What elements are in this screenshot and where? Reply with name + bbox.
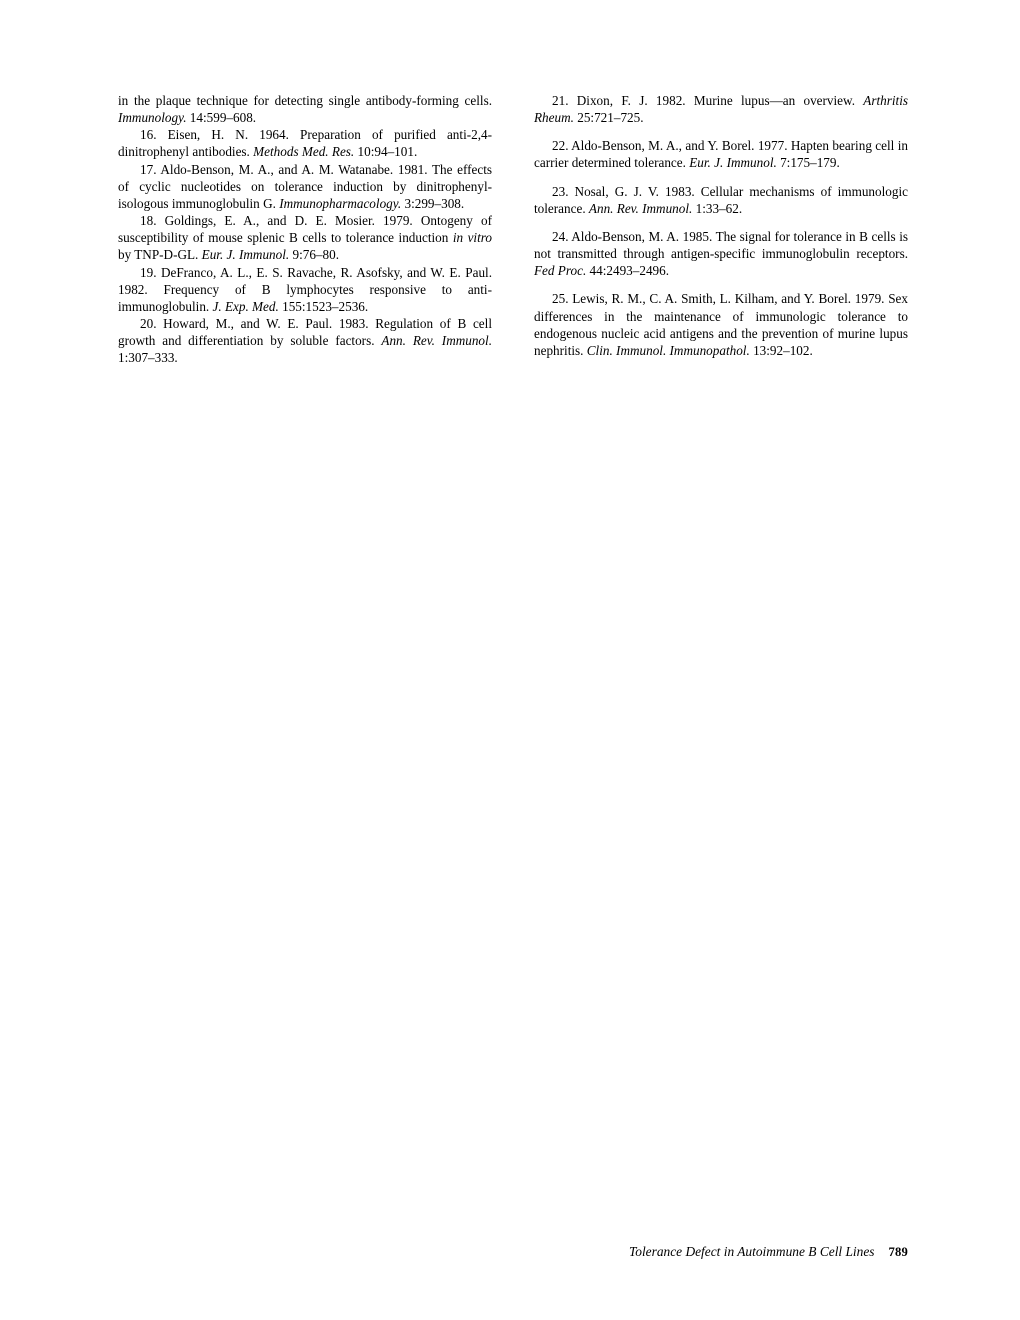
journal-name: Ann. Rev. Immunol. — [381, 333, 492, 349]
reference-text: 155:1523–2536. — [278, 298, 369, 314]
journal-name: Clin. Immunol. Immunopathol. — [586, 342, 750, 358]
reference-entry — [118, 161, 492, 212]
reference-text: 18. Goldings, E. A., and D. E. Mosier. 1979. Ontogeny of susceptibility of mouse splenic B cells to tolerance induction — [118, 213, 492, 246]
reference-entry — [534, 290, 908, 359]
left-column — [118, 92, 492, 370]
reference-text: 21. Dixon, F. J. 1982. Murine lupus—an overview. — [552, 93, 864, 108]
running-title: Tolerance Defect in Autoimmune B Cell Lines — [629, 1244, 875, 1259]
reference-text: in the plaque technique for detecting single antibody-forming cells. — [118, 93, 492, 108]
reference-text: 19. DeFranco, A. L., E. S. Ravache, R. Asofsky, and W. E. Paul. 1982. Frequency of B lymphocytes responsive to anti-immunoglobulin. — [118, 264, 492, 314]
reference-text: 17. Aldo-Benson, M. A., and A. M. Watanabe. 1981. The effects of cyclic nucleotides on tolerance induction by dinitrophenyl-isologous immunoglobulin G. — [118, 161, 492, 211]
journal-name: Eur. J. Immunol. — [201, 247, 290, 263]
reference-text: 9:76–80. — [289, 247, 340, 263]
journal-name: Ann. Rev. Immunol. — [588, 200, 693, 216]
reference-text: 22. Aldo-Benson, M. A., and Y. Borel. 1977. Hapten bearing cell in carrier determined tolerance. — [534, 138, 908, 171]
reference-columns — [118, 92, 908, 370]
reference-text: 44:2493–2496. — [586, 263, 670, 279]
reference-text: 7:175–179. — [776, 155, 840, 171]
reference-text: 1:307–333. — [118, 350, 178, 366]
reference-text: 20. Howard, M., and W. E. Paul. 1983. Regulation of B cell growth and differentiation by soluble factors. — [118, 316, 492, 349]
right-column — [534, 92, 908, 370]
reference-text: 24. Aldo-Benson, M. A. 1985. The signal for tolerance in B cells is not transmitted through antigen-specific immunoglobulin receptors. — [534, 228, 908, 262]
reference-text: 10:94–101. — [354, 144, 418, 160]
reference-entry — [118, 126, 492, 160]
reference-entry — [118, 212, 492, 263]
journal-name: in vitro — [452, 230, 492, 246]
reference-entry — [118, 264, 492, 315]
reference-text: 16. Eisen, H. N. 1964. Preparation of purified anti-2,4-dinitrophenyl antibodies. — [118, 127, 492, 160]
reference-entry — [534, 228, 908, 279]
reference-text: 3:299–308. — [401, 195, 465, 211]
reference-entry — [118, 315, 492, 366]
reference-text: 25. Lewis, R. M., C. A. Smith, L. Kilham, and Y. Borel. 1979. Sex differences in the maintenance of immunologic tolerance to endogenous nucleic acid antigens and the prevention of murine lupus nephritis. — [534, 291, 908, 358]
reference-entry — [118, 92, 492, 126]
journal-name: J. Exp. Med. — [212, 298, 279, 314]
reference-text: 14:599–608. — [186, 110, 257, 126]
reference-text: 23. Nosal, G. J. V. 1983. Cellular mechanisms of immunologic tolerance. — [534, 183, 908, 216]
reference-entry — [534, 137, 908, 171]
journal-name: Immunopharmacology. — [279, 195, 402, 211]
journal-name: Eur. J. Immunol. — [689, 155, 777, 171]
reference-entry — [534, 183, 908, 217]
journal-name: Fed Proc. — [534, 263, 587, 279]
reference-entry — [534, 92, 908, 126]
reference-text: by TNP-D-GL. — [118, 247, 202, 263]
journal-name: Arthritis Rheum. — [534, 93, 908, 126]
reference-text: 1:33–62. — [692, 200, 743, 216]
reference-text: 13:92–102. — [749, 342, 813, 358]
reference-text: 25:721–725. — [573, 110, 644, 126]
page-number: 789 — [888, 1245, 908, 1259]
page-footer — [118, 1244, 908, 1260]
journal-name: Immunology. — [118, 110, 187, 126]
journal-name: Methods Med. Res. — [253, 144, 355, 160]
